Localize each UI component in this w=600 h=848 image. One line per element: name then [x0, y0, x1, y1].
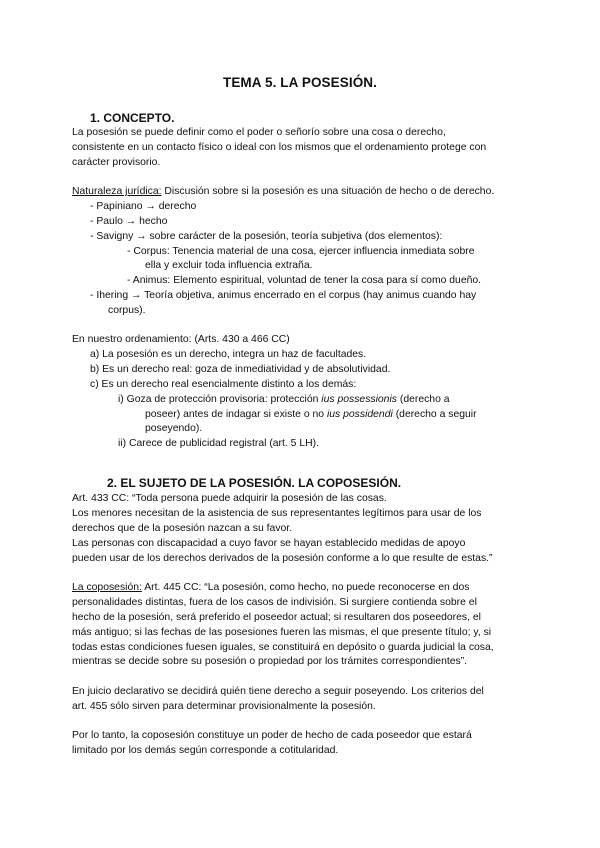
bullet-papiniano: - Papiniano → derecho — [90, 201, 197, 212]
ius-possidendi: ius possidendi — [326, 409, 393, 420]
item-c-i-cont-2: poseyendo). — [145, 423, 203, 434]
conclusion-line-2: limitado por los demás según corresponde a cotitularidad. — [72, 745, 339, 756]
definition-line-1: La posesión se puede definir como el poder o señorío sobre una cosa o derecho, — [72, 127, 446, 138]
item-c-i-cont — [145, 408, 477, 421]
art433-line-3: derechos que de la posesión nazcan a su favor. — [72, 523, 293, 534]
bullet-corpus-cont: ella y excluir toda influencia extraña. — [145, 260, 313, 271]
section-heading-sujeto: 2. EL SUJETO DE LA POSESIÓN. LA COPOSESIÓN. — [107, 476, 402, 490]
bullet-ihering-cont: corpus). — [108, 305, 146, 316]
item-c-ii: ii) Carece de publicidad registral (art. 5 LH). — [118, 438, 319, 449]
coposesion-line-3: hecho de la posesión, será preferido el poseedor actual; si resultaren dos poseedores, el — [72, 612, 481, 623]
art433-line-2: Los menores necesitan de la asistencia de sus representantes legítimos para usar de los — [72, 508, 482, 519]
bullet-animus: - Animus: Elemento espiritual, voluntad de tener la cosa para sí como dueño. — [127, 275, 482, 286]
naturaleza-text: Discusión sobre si la posesión es una situación de hecho o de derecho. — [161, 186, 495, 197]
juicio-line-1: En juicio declarativo se decidirá quién tiene derecho a seguir poseyendo. Los criterios del — [72, 686, 484, 697]
item-c-i-cont-text: poseer) antes de indagar si existe o no — [145, 409, 327, 420]
art433-line-5: pueden usar de los derechos derivados de la posesión conforme a lo que resulte de estas.” — [72, 553, 493, 564]
item-a: a) La posesión es un derecho, integra un haz de facultades. — [90, 349, 367, 360]
item-c-i — [118, 393, 450, 406]
bullet-paulo: - Paulo → hecho — [90, 216, 168, 227]
item-c-i-text: i) Goza de protección provisoria: protección — [118, 394, 322, 405]
coposesion-line-4: más antiguo; si las fechas de las posesiones fueren las mismas, el que presente título; y, si — [72, 627, 492, 638]
definition-line-3: carácter provisorio. — [72, 157, 161, 168]
coposesion-line-5: todas estas condiciones fuesen iguales, se constituirá en depósito o guarda judicial la cosa, — [72, 642, 494, 653]
coposesion-line-1 — [72, 581, 469, 594]
bullet-ihering: - Ihering → Teoría objetiva, animus encerrado en el corpus (hay animus cuando hay — [90, 290, 477, 301]
document-title: TEMA 5. LA POSESIÓN. — [222, 75, 378, 90]
art433-line-1: Art. 433 CC: “Toda persona puede adquirir la posesión de las cosas. — [72, 493, 387, 504]
coposesion-label: La coposesión: — [72, 582, 142, 593]
juicio-line-2: art. 455 sólo sirven para determinar provisionalmente la posesión. — [72, 701, 376, 712]
coposesion-text: Art. 445 CC: “La posesión, como hecho, no puede reconocerse en dos — [141, 582, 470, 593]
item-c: c) Es un derecho real esencialmente distinto a los demás: — [90, 379, 357, 390]
coposesion-line-2: personalidades distintas, fuera de los casos de indivisión. Si surgiere contienda sobre el — [72, 597, 477, 608]
naturaleza-paragraph — [72, 185, 494, 198]
definition-line-2: consistente en un contacto físico o ideal con los mismos que el ordenamiento protege con — [72, 142, 487, 153]
item-c-i-cont-end: (derecho a seguir — [392, 409, 477, 420]
art433-line-4: Las personas con discapacidad a cuyo favor se hayan establecido medidas de apoyo — [72, 538, 466, 549]
conclusion-line-1: Por lo tanto, la coposesión constituye un poder de hecho de cada poseedor que estará — [72, 730, 472, 741]
naturaleza-label: Naturaleza jurídica: — [72, 186, 162, 197]
section-heading-concepto: 1. CONCEPTO. — [90, 111, 175, 125]
item-c-i-text-end: (derecho a — [396, 394, 450, 405]
ius-possessionis: ius possessionis — [321, 394, 397, 405]
bullet-savigny: - Savigny → sobre carácter de la posesión, teoría subjetiva (dos elementos): — [90, 231, 443, 242]
bullet-corpus: - Corpus: Tenencia material de una cosa, ejercer influencia inmediata sobre — [127, 246, 475, 257]
ordenamiento-intro: En nuestro ordenamiento: (Arts. 430 a 466 CC) — [72, 334, 290, 345]
coposesion-line-6: mientras se decide sobre su posesión o propiedad por los trámites correspondientes”. — [72, 656, 468, 667]
item-b: b) Es un derecho real: goza de inmediatividad y de absolutividad. — [90, 364, 391, 375]
